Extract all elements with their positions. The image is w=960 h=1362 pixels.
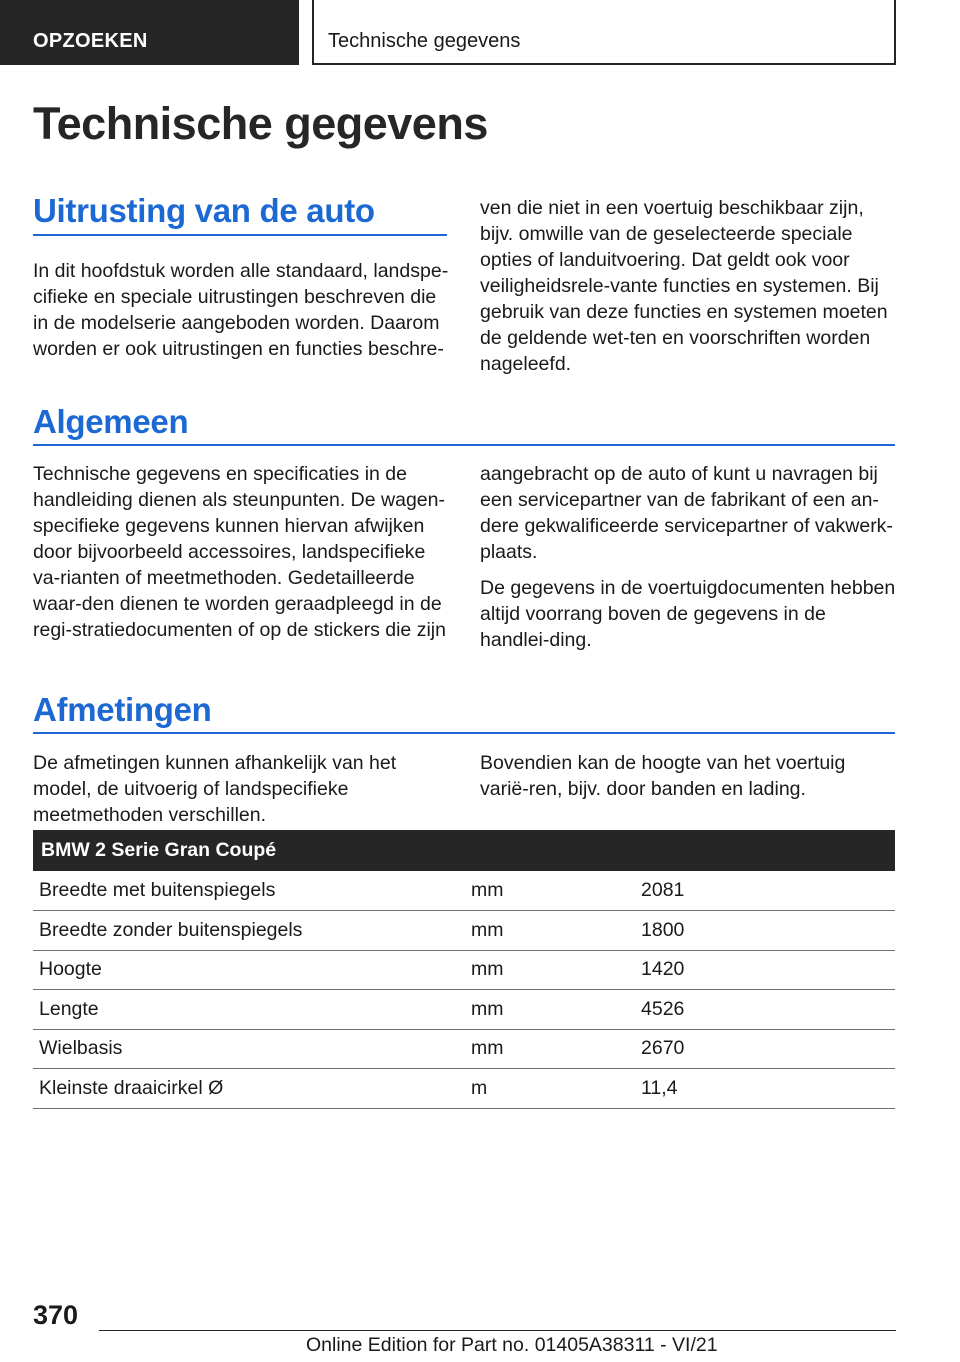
heading-rule-uitrusting: [33, 234, 447, 236]
heading-uitrusting: Uitrusting van de auto: [33, 192, 375, 229]
header-chapter-title: Technische gegevens: [312, 0, 896, 65]
dimensions-table: [33, 830, 895, 1109]
row-value: 4526: [635, 990, 895, 1030]
row-value: 1420: [635, 950, 895, 990]
row-label: Hoogte: [33, 950, 465, 990]
row-unit: mm: [465, 911, 635, 951]
row-value: 2670: [635, 1029, 895, 1069]
table-row: [33, 1029, 895, 1069]
paragraph-algemeen-col2-p2: De gegevens in de voertuigdocumenten hebben altijd voorrang boven de gegevens in de handlei-ding.: [480, 577, 896, 651]
header-section-tab: OPZOEKEN: [0, 0, 299, 65]
row-unit: mm: [465, 990, 635, 1030]
row-label: Kleinste draaicirkel Ø: [33, 1069, 465, 1109]
row-unit: mm: [465, 871, 635, 911]
row-label: Wielbasis: [33, 1029, 465, 1069]
row-value: 11,4: [635, 1069, 895, 1109]
row-label: Lengte: [33, 990, 465, 1030]
paragraph-uitrusting-col1: In dit hoofdstuk worden alle standaard, landspe-cifieke en speciale uitrustingen beschreven die in de modelserie aangeboden worden. Daarom worden er ook uitrustingen en functies beschre-: [33, 260, 449, 360]
table-row: [33, 950, 895, 990]
row-unit: mm: [465, 950, 635, 990]
paragraph-uitrusting-col2: ven die niet in een voertuig beschikbaar zijn, bijv. omwille van de geselecteerde speciale opties of landuitvoering. Dat geldt ook voor veiligheidsrele-vante functies en systemen. Bij gebruik van deze functies en systemen moeten de geldende wet-ten en voorschriften worden nageleefd.: [480, 197, 888, 375]
row-value: 2081: [635, 871, 895, 911]
heading-rule-algemeen: [33, 444, 895, 446]
row-label: Breedte met buitenspiegels: [33, 871, 465, 911]
paragraph-algemeen-col2: [480, 461, 898, 653]
paragraph-algemeen-col1: Technische gegevens en specificaties in de handleiding dienen als steunpunten. De wagen-specifieke gegevens kunnen hiervan afwijken door bijvoorbeeld accessoires, landspecifieke va-rianten of meetmethoden. Gedetailleerde waar-den dienen te worden geraadpleegd in de regi-stratiedocumenten of op de stickers die zijn: [33, 463, 446, 641]
paragraph-afmetingen-col2: Bovendien kan de hoogte van het voertuig varië-ren, bijv. door banden en lading.: [480, 752, 846, 800]
heading-rule-afmetingen: [33, 732, 895, 734]
paragraph-algemeen-col2-p1: aangebracht op de auto of kunt u navragen bij een servicepartner van de fabrikant of een an-dere gekwalificeerde servicepartner of vakwerk-plaats.: [480, 463, 893, 563]
row-label: Breedte zonder buitenspiegels: [33, 911, 465, 951]
table-row: [33, 911, 895, 951]
row-unit: m: [465, 1069, 635, 1109]
footer-rule: [99, 1330, 896, 1331]
table-row: [33, 1069, 895, 1109]
row-value: 1800: [635, 911, 895, 951]
table-header-model: BMW 2 Serie Gran Coupé: [33, 830, 895, 871]
table-row: [33, 871, 895, 911]
heading-afmetingen: Afmetingen: [33, 691, 212, 728]
table-header-row: [33, 830, 895, 871]
heading-algemeen: Algemeen: [33, 403, 189, 440]
page-title: Technische gegevens: [33, 98, 488, 149]
table-row: [33, 990, 895, 1030]
footer-edition-text: Online Edition for Part no. 01405A38311 - VI/21: [306, 1334, 718, 1356]
page-number: 370: [33, 1300, 79, 1330]
paragraph-afmetingen-col1: De afmetingen kunnen afhankelijk van het model, de uitvoerig of landspecifieke meetmethoden verschillen.: [33, 752, 397, 826]
row-unit: mm: [465, 1029, 635, 1069]
